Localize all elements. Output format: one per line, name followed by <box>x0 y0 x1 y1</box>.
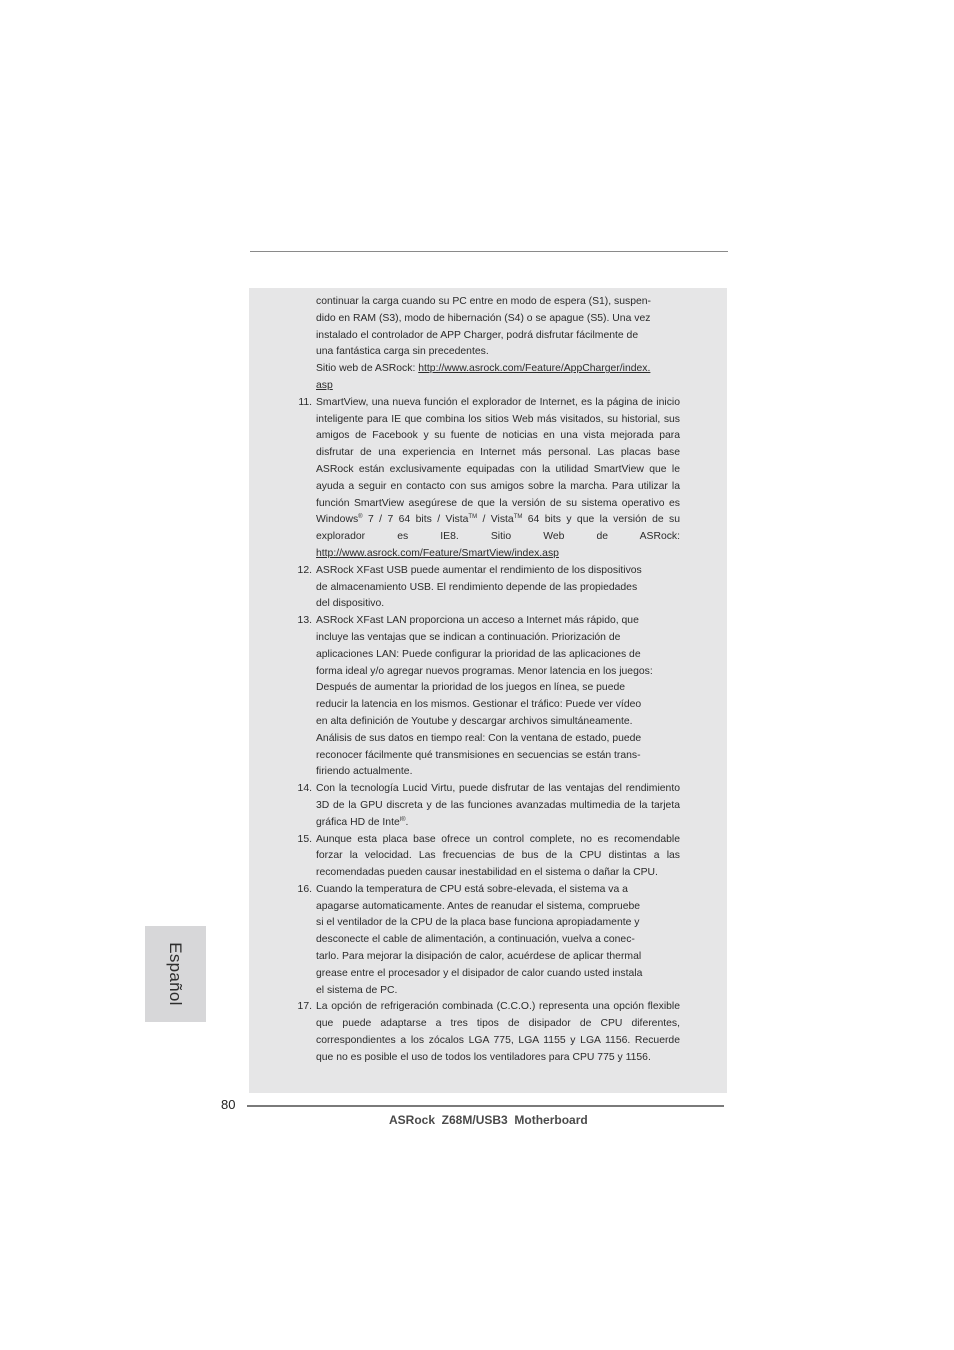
intro-line: continuar la carga cuando su PC entre en modo de espera (S1), suspen- <box>316 296 652 307</box>
item-text: / Vista <box>477 514 514 526</box>
list-item-14 <box>297 781 680 831</box>
item-line: si el ventilador de la CPU de la placa base funciona apropiadamente y <box>316 917 640 929</box>
intro-line: instalado el controlador de APP Charger, podrá disfrutar fácilmente de <box>316 329 639 341</box>
item-line: en alta definición de Youtube y descargar archivos simultáneamente. <box>316 715 633 727</box>
item-line: Cuando la temperatura de CPU está sobre-elevada, el sistema va a <box>316 883 628 895</box>
appcharger-link-end[interactable]: asp <box>316 379 333 391</box>
item-number: 14. <box>297 783 312 795</box>
spec-notes <box>297 294 681 1067</box>
item-line: ASRock XFast USB puede aumentar el rendimiento de los dispositivos <box>316 564 642 576</box>
item-line: reducir la latencia en los mismos. Gestionar el tráfico: Puede ver vídeo <box>316 699 642 711</box>
intro-link-end <box>316 378 680 395</box>
item-text: 64 bits y que la versión de su explorador es IE8. Sitio Web de ASRock: <box>316 514 681 543</box>
appcharger-link[interactable]: http://www.asrock.com/Feature/AppCharger/index. <box>418 363 651 375</box>
item-text: Con la tecnología Lucid Virtu, puede disfrutar de las ventajas del rendimiento 3D de la GPU discreta y de las funciones avanzadas multimedia de la tarjeta gráfica HD de Inte <box>316 783 680 828</box>
item-line: del dispositivo. <box>316 598 385 610</box>
intro-continuation <box>316 294 680 395</box>
item-line: Después de aumentar la prioridad de los juegos en línea, se puede <box>316 682 626 694</box>
language-tab-label: Español <box>166 942 185 1006</box>
item-line: de almacenamiento USB. El rendimiento depende de las propiedades <box>316 581 638 593</box>
smartview-link[interactable]: http://www.asrock.com/Feature/SmartView/index.asp <box>316 547 559 559</box>
item-line: reconocer fácilmente qué transmisiones en secuencias se están trans- <box>316 749 641 761</box>
item-text: La opción de refrigeración combinada (C.C.O.) representa una opción flexible que puede adaptarse a tres tipos de disipador de CPU diferentes, correspondientes a los zócalos LGA 775, LGA 1155 y LGA 1156. Recuerde que no es posible el uso de todos los ventiladores para CPU 775 y 1156. <box>316 1001 680 1063</box>
intro-site-label: Sitio web de ASRock: <box>316 363 419 375</box>
list-item-11 <box>298 395 681 563</box>
item-number: 12. <box>297 564 312 576</box>
item-line: desconecte el cable de alimentación, a continuación, vuelva a conec- <box>316 934 635 946</box>
item-text: . <box>405 816 409 828</box>
item-line: apagarse automaticamente. Antes de reanudar el sistema, compruebe <box>316 900 641 912</box>
item-text: SmartView, una nueva función el explorador de Internet, es la página de inicio inteligente para IE que combina los sitios Web más visitados, su historial, sus amigos de Facebook y su fuente de noticias en una vista mejorada para disfrutar de una experiencia en Internet más personal. Las placas base ASRock están exclusivamente equipadas con la utilidad SmartView que le ayuda a seguir en contacto con sus amigos sobre la marcha. Para utilizar la función SmartView asegúrese de que la versión de su sistema operativo es Windows <box>316 396 680 526</box>
item-text: 7 / 7 64 bits / Vista <box>362 514 469 526</box>
footer-rule <box>247 1105 724 1107</box>
item-text: Aunque esta placa base ofrece un control complete, no es recomendable forzar la velocidad. Las frecuencias de bus de la CPU distintas a las recomendadas pueden causar inestabilidad en el sistema o dañar la CPU. <box>316 833 680 879</box>
list-item-13 <box>297 613 680 781</box>
list-item-12 <box>297 563 680 613</box>
item-line: forma ideal y/o agregar nuevos programas. Menor latencia en los juegos: <box>316 665 653 677</box>
item-number: 15. <box>297 833 312 845</box>
item-line: Análisis de sus datos en tiempo real: Con la ventana de estado, puede <box>316 732 642 744</box>
trademark-mark: TM <box>513 514 523 521</box>
item-line: firiendo actualmente. <box>316 766 413 778</box>
item-line: incluye las ventajas que se indican a continuación. Priorización de <box>316 631 621 643</box>
intro-line: una fantástica carga sin precedentes. <box>316 346 489 358</box>
item-number: 13. <box>297 615 312 627</box>
item-line: aplicaciones LAN: Puede configurar la prioridad de las aplicaciones de <box>316 648 641 660</box>
trademark-mark: TM <box>468 514 478 521</box>
item-line: tarlo. Para mejorar la disipación de calor, acuérdese de aplicar thermal <box>316 951 642 963</box>
language-tab <box>145 926 206 1022</box>
item-line: el sistema de PC. <box>316 984 398 996</box>
item-number: 16. <box>297 883 312 895</box>
item-number: 17. <box>297 1001 312 1013</box>
footer-title: ASRock Z68M/USB3 Motherboard <box>389 1113 588 1127</box>
intro-line: dido en RAM (S3), modo de hibernación (S4) o se apague (S5). Una vez <box>316 312 651 324</box>
list-item-16 <box>297 882 680 1000</box>
item-line: grease entre el procesador y el disipador de calor cuando usted instala <box>316 967 643 979</box>
registered-mark: ® <box>358 514 363 521</box>
intro-site-line <box>316 361 680 378</box>
registered-mark: l® <box>399 816 406 823</box>
page-number: 80 <box>221 1097 236 1112</box>
item-line: ASRock XFast LAN proporciona un acceso a Internet más rápido, que <box>316 615 639 627</box>
item-number: 11. <box>298 396 312 408</box>
list-item-15 <box>297 832 680 882</box>
list-item-17 <box>297 999 680 1066</box>
top-rule <box>250 251 728 252</box>
